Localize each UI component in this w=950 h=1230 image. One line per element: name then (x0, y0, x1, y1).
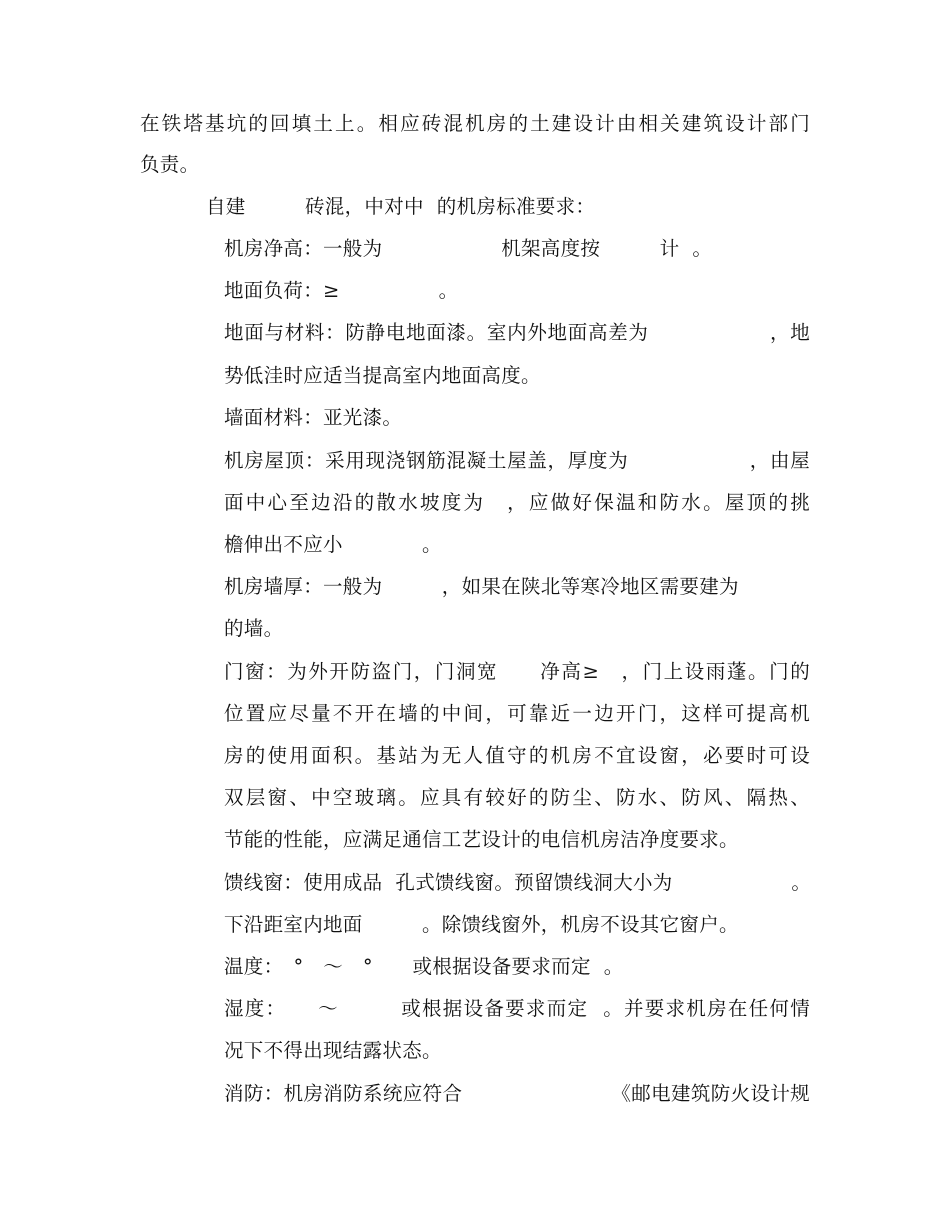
text-line: 势低洼时应适当提高室内地面高度。 (224, 364, 541, 387)
text-line: 地面与材料：防静电地面漆。室内外地面高差为 ，地 (224, 321, 810, 344)
text-line: 自建 砖混，中对中 的机房标准要求： (206, 195, 596, 218)
text-line: 湿度： ～ 或根据设备要求而定 。并要求机房在任何情 (224, 997, 810, 1020)
text-line: 机房屋顶：采用现浇钢筋混凝土屋盖，厚度为 ，由屋 (224, 449, 810, 472)
text-line: 面中心至边沿的散水坡度为 ，应做好保温和防水。屋顶的挑 (224, 491, 810, 514)
text-line: 机房墙厚：一般为 ，如果在陕北等寒冷地区需要建为 (224, 575, 739, 598)
text-line: 馈线窗：使用成品 孔式馈线窗。预留馈线洞大小为 。 (224, 871, 812, 894)
text-line: 地面负荷：≥ 。 (224, 279, 459, 302)
text-line: 下沿距室内地面 。除馈线窗外，机房不设其它窗户。 (224, 913, 739, 936)
text-line: 位置应尽量不开在墙的中间，可靠近一边开门，这样可提高机 (224, 702, 810, 725)
text-line: 在铁塔基坑的回填土上。相应砖混机房的土建设计由相关建筑设计部门 (140, 112, 810, 135)
text-line: 节能的性能，应满足通信工艺设计的电信机房洁净度要求。 (224, 828, 739, 851)
text-line: 檐伸出不应小 。 (224, 533, 442, 556)
text-line: 温度： ° ～ ° 或根据设备要求而定 。 (224, 955, 624, 978)
text-line: 房的使用面积。基站为无人值守的机房不宜设窗，必要时可设 (224, 744, 810, 767)
text-line: 机房净高：一般为 机架高度按 计 。 (224, 237, 713, 260)
text-line: 门窗：为外开防盗门，门洞宽 净高≥ ，门上设雨蓬。门的 (224, 660, 810, 683)
text-line: 况下不得出现结露状态。 (224, 1039, 442, 1062)
text-line: 墙面材料：亚光漆。 (224, 406, 403, 429)
text-line: 消防：机房消防系统应符合 《邮电建筑防火设计规 (224, 1082, 810, 1105)
text-line: 双层窗、中空玻璃。应具有较好的防尘、防水、防风、隔热、 (224, 786, 810, 809)
text-line: 的墙。 (224, 617, 284, 640)
text-line: 负责。 (140, 153, 200, 176)
